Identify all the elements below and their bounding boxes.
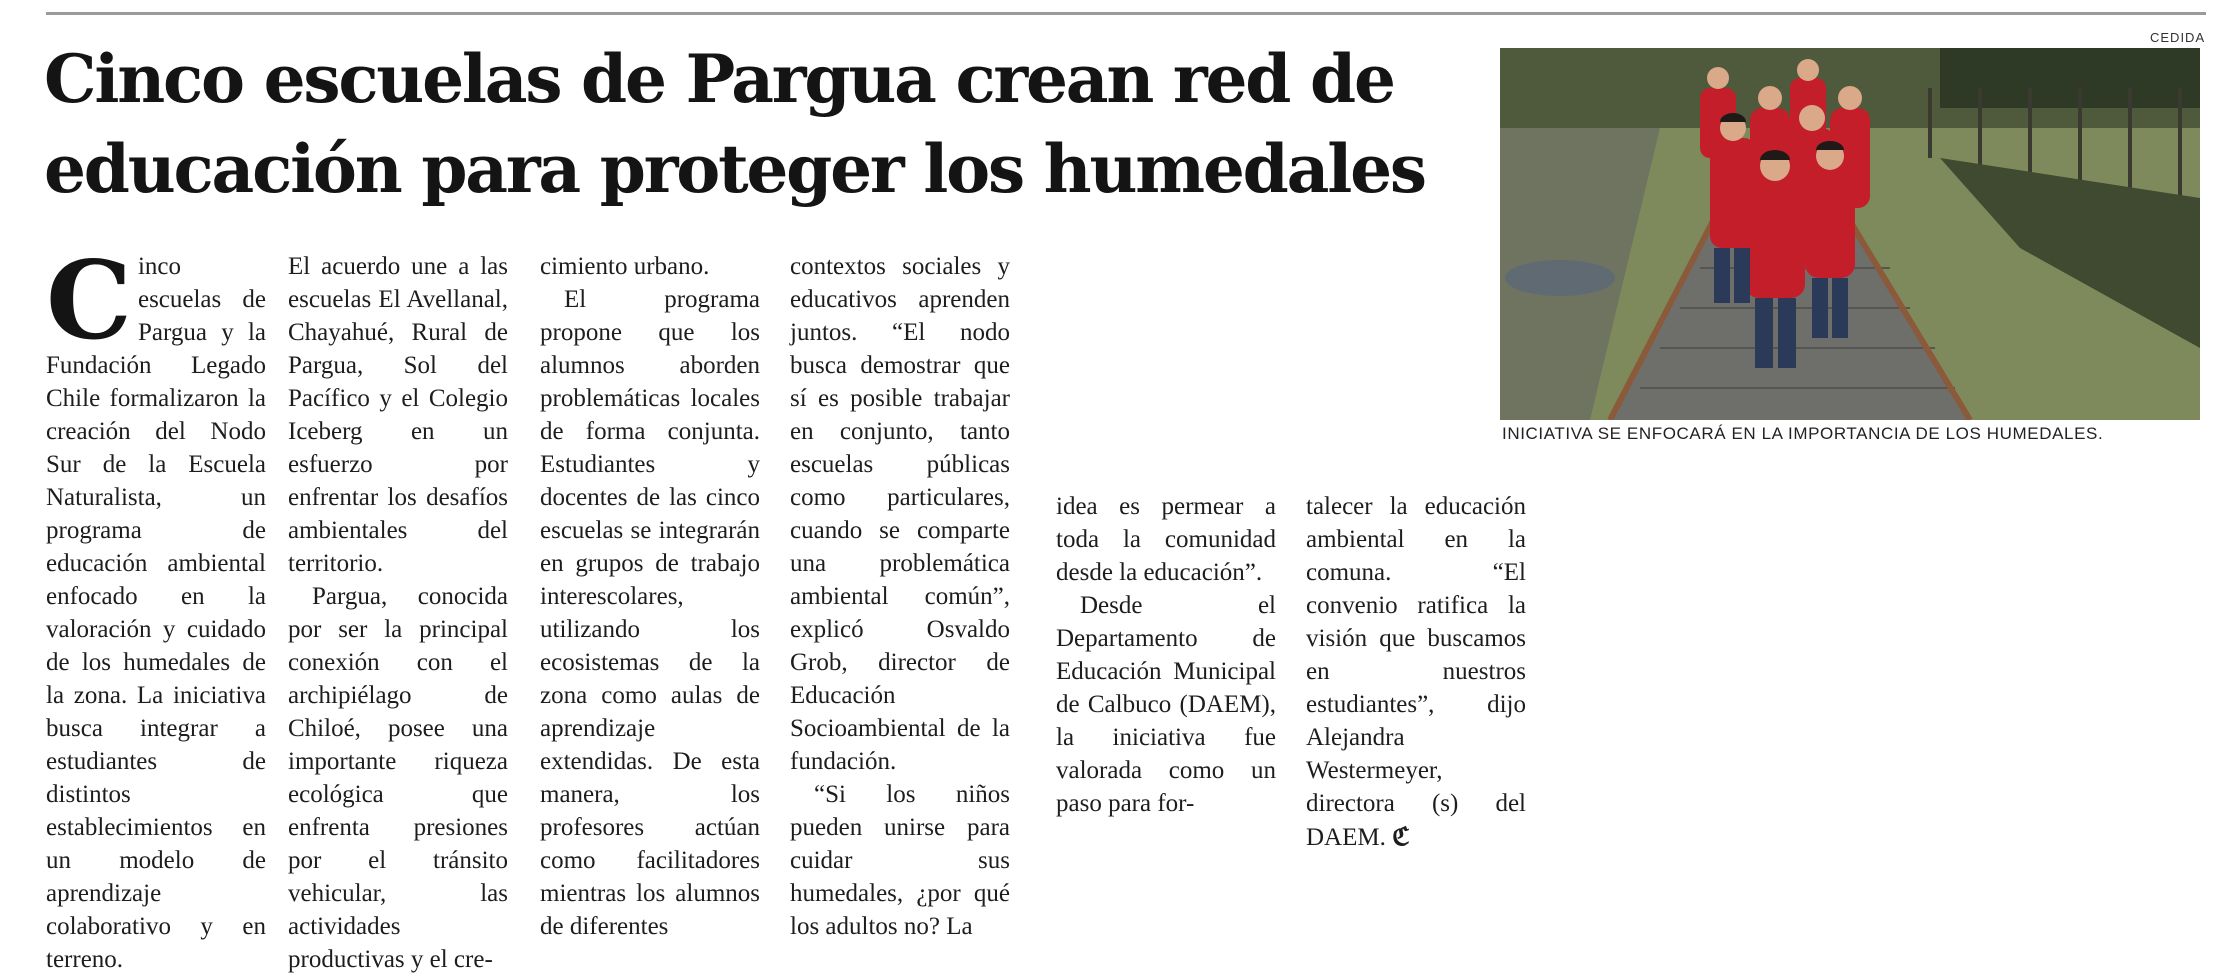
photo-credit: CEDIDA (2150, 30, 2206, 45)
article-paragraph: idea es permear a toda la comunidad desde la educación”. (1056, 493, 1276, 586)
photo-illustration (1500, 48, 2200, 420)
headline-line-1: Cinco escuelas de Pargua crean red de (44, 40, 1394, 118)
article-paragraph: El acuerdo une a las escuelas El Avellanal, Chayahué, Rural de Pargua, Sol del Pacífico y el Colegio Iceberg en un esfuerzo por enfrentar los desafíos ambientales del territorio. (288, 253, 508, 577)
end-mark-icon: ℭ (1392, 822, 1410, 851)
article-photo (1500, 48, 2200, 420)
photo-caption: INICIATIVA SE ENFOCARÁ EN LA IMPORTANCIA DE LOS HUMEDALES. (1502, 424, 2104, 443)
article-paragraph: cimiento urbano. (540, 253, 710, 280)
article-column-1 (46, 238, 266, 976)
article-paragraph: talecer la educación ambiental en la comuna. “El convenio ratifica la visión que buscamos en nuestros estudiantes”, dijo Alejandra Westermeyer, directora (s) del DAEM. ℭ (1306, 493, 1526, 851)
article-paragraph: contextos sociales y educativos aprenden juntos. “El nodo busca demostrar que sí es posible trabajar en conjunto, tanto escuelas públicas como particulares, cuando se comparte una problemática ambiental común”, explicó Osvaldo Grob, director de Educación Socioambiental de la fundación. (790, 253, 1010, 775)
article-column-2 (288, 250, 508, 976)
headline (44, 34, 1494, 214)
drop-cap: C (46, 238, 132, 364)
article-column-6 (1306, 490, 1526, 854)
article-paragraph: Desde el Departamento de Educación Municipal de Calbuco (DAEM), la iniciativa fue valorada como un paso para for- (1056, 592, 1276, 817)
article-paragraph: “Si los niños pueden unirse para cuidar sus humedales, ¿por qué los adultos no? La (790, 781, 1010, 940)
headline-line-2: educación para proteger los humedales (44, 130, 1425, 208)
article-paragraph: El programa propone que los alumnos aborden problemáticas locales de forma conjunta. Estudiantes y docentes de las cinco escuelas se integrarán en grupos de trabajo interescolares, utilizando los ecosistemas de la zona como aulas de aprendizaje extendidas. De esta manera, los profesores actúan como facilitadores mientras los alumnos de diferentes (540, 286, 760, 940)
article-column-3 (540, 250, 760, 943)
article-column-5 (1056, 490, 1276, 820)
article-column-4 (790, 250, 1010, 943)
article-paragraph: Pargua, conocida por ser la principal conexión con el archipiélago de Chiloé, posee una importante riqueza ecológica que enfrenta presiones por el tránsito vehicular, las actividades productivas y el cre- (288, 583, 508, 973)
article-paragraph: Cinco escuelas de Pargua y la Fundación Legado Chile formalizaron la creación del Nodo Sur de la Escuela Naturalista, un programa de educación ambiental enfocado en la valoración y cuidado de los humedales de la zona. La iniciativa busca integrar a estudiantes de distintos establecimientos en un modelo de aprendizaje colaborativo y en terreno. (46, 238, 266, 973)
top-rule (46, 12, 2206, 15)
